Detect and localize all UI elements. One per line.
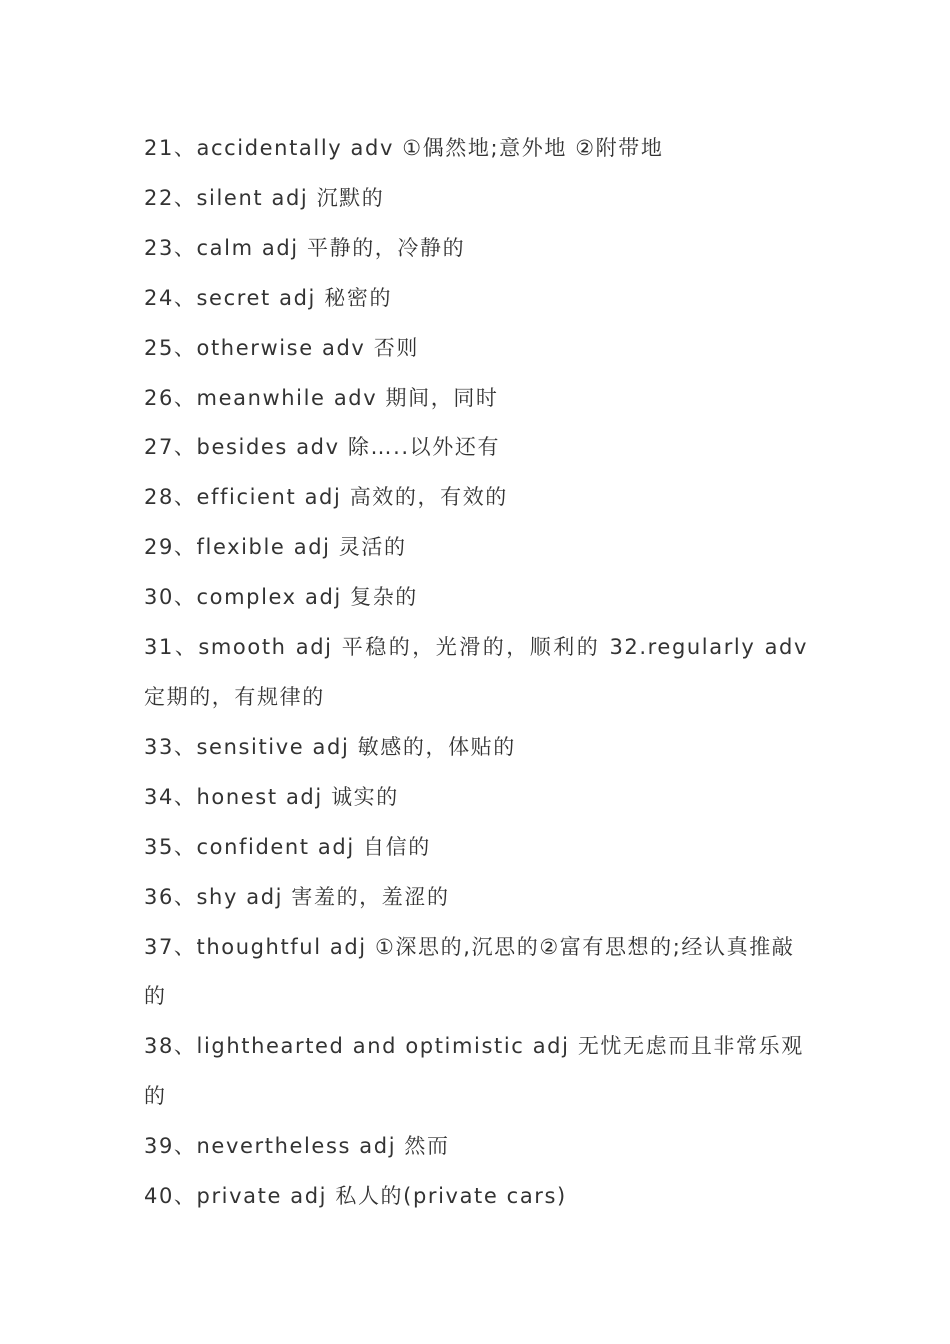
- vocab-entry-29: 29、flexible adj 灵活的: [144, 535, 407, 560]
- vocab-entry-31-32: 31、smooth adj 平稳的，光滑的，顺利的 32.regularly adv 定期的，有规律的: [144, 635, 808, 709]
- vocab-entry-40: 40、private adj 私人的(private cars): [144, 1184, 567, 1209]
- vocab-entry-33: 33、sensitive adj 敏感的，体贴的: [144, 734, 516, 759]
- vocab-entry-21: 21、accidentally adv ①偶然地;意外地 ②附带地: [144, 136, 664, 160]
- vocab-entry-27: 27、besides adv 除…..以外还有: [144, 435, 501, 460]
- vocab-entry-38: 38、lighthearted and optimistic adj 无忧无虑而且非常乐观的: [144, 1034, 804, 1109]
- vocab-entry-39: 39、nevertheless adj 然而: [144, 1134, 450, 1159]
- vocab-entry-25: 25、otherwise adv 否则: [144, 335, 419, 360]
- vocab-entry-23: 23、calm adj 平静的，冷静的: [144, 235, 466, 260]
- vocab-entry-24: 24、secret adj 秘密的: [144, 285, 393, 310]
- vocab-entry-28: 28、efficient adj 高效的，有效的: [144, 485, 508, 510]
- vocab-entry-35: 35、confident adj 自信的: [144, 834, 431, 859]
- vocab-entry-36: 36、shy adj 害羞的，羞涩的: [144, 884, 450, 909]
- vocab-entry-34: 34、honest adj 诚实的: [144, 784, 399, 809]
- vocab-entry-22: 22、silent adj 沉默的: [144, 185, 385, 210]
- vocab-entry-26: 26、meanwhile adv 期间，同时: [144, 385, 499, 410]
- vocab-entry-37: 37、thoughtful adj ①深思的,沉思的②富有思想的;经认真推敲的: [144, 934, 795, 1009]
- vocabulary-list: [144, 124, 808, 1222]
- vocab-entry-30: 30、complex adj 复杂的: [144, 585, 418, 610]
